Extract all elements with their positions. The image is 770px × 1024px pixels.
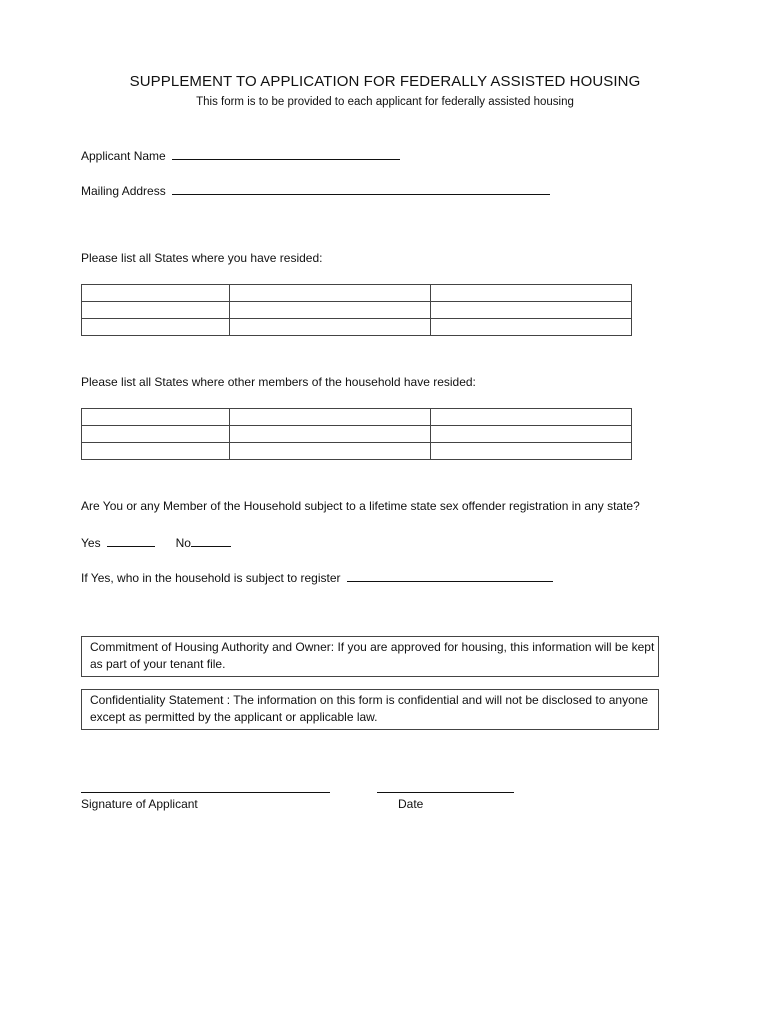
applicant-name-row	[81, 147, 400, 163]
table-cell[interactable]	[430, 285, 631, 302]
table-cell[interactable]	[230, 285, 430, 302]
date-label: Date	[398, 797, 424, 811]
table-cell[interactable]	[82, 302, 230, 319]
date-field[interactable]	[377, 792, 514, 793]
confidentiality-text: Confidentiality Statement : The information on this form is confidential and will not be disclosed to anyone except as permitted by the applicant or applicable law.	[90, 693, 649, 724]
no-label: No	[175, 536, 191, 550]
form-title: SUPPLEMENT TO APPLICATION FOR FEDERALLY ASSISTED HOUSING	[129, 73, 641, 90]
table-cell[interactable]	[82, 426, 230, 443]
states-resided-table	[81, 284, 632, 336]
table-row	[82, 426, 632, 443]
household-states-table	[81, 408, 632, 460]
table-row	[82, 319, 632, 336]
yes-field[interactable]	[107, 534, 155, 547]
if-yes-row	[81, 569, 553, 585]
table-cell[interactable]	[230, 443, 430, 460]
states-resided-prompt: Please list all States where you have resided:	[81, 251, 323, 265]
table-cell[interactable]	[230, 302, 430, 319]
signature-label: Signature of Applicant	[81, 797, 198, 811]
table-cell[interactable]	[430, 443, 631, 460]
table-row	[82, 443, 632, 460]
household-states-prompt: Please list all States where other members of the household have resided:	[81, 375, 476, 389]
table-cell[interactable]	[82, 285, 230, 302]
table-cell[interactable]	[430, 319, 631, 336]
if-yes-field[interactable]	[347, 569, 553, 582]
applicant-name-label: Applicant Name	[81, 149, 166, 163]
table-row	[82, 409, 632, 426]
table-cell[interactable]	[230, 319, 430, 336]
table-cell[interactable]	[82, 319, 230, 336]
if-yes-label: If Yes, who in the household is subject to register	[81, 571, 341, 585]
table-row	[82, 285, 632, 302]
table-row	[82, 302, 632, 319]
table-cell[interactable]	[82, 443, 230, 460]
yes-no-row	[81, 534, 231, 550]
table-cell[interactable]	[230, 409, 430, 426]
form-subtitle: This form is to be provided to each applicant for federally assisted housing	[196, 96, 574, 108]
confidentiality-notice	[81, 689, 659, 730]
commitment-notice	[81, 636, 659, 677]
table-cell[interactable]	[430, 302, 631, 319]
mailing-address-field[interactable]	[172, 182, 550, 195]
table-cell[interactable]	[230, 426, 430, 443]
commitment-text: Commitment of Housing Authority and Owner: If you are approved for housing, this information will be kept as part of your tenant file.	[90, 640, 655, 671]
table-cell[interactable]	[82, 409, 230, 426]
mailing-address-label: Mailing Address	[81, 184, 166, 198]
yes-label: Yes	[81, 536, 101, 550]
no-field[interactable]	[191, 534, 231, 547]
mailing-address-row	[81, 182, 550, 198]
table-cell[interactable]	[430, 409, 631, 426]
signature-field[interactable]	[81, 792, 330, 793]
registration-question: Are You or any Member of the Household subject to a lifetime state sex offender registration in any state?	[81, 499, 640, 513]
table-cell[interactable]	[430, 426, 631, 443]
applicant-name-field[interactable]	[172, 147, 400, 160]
